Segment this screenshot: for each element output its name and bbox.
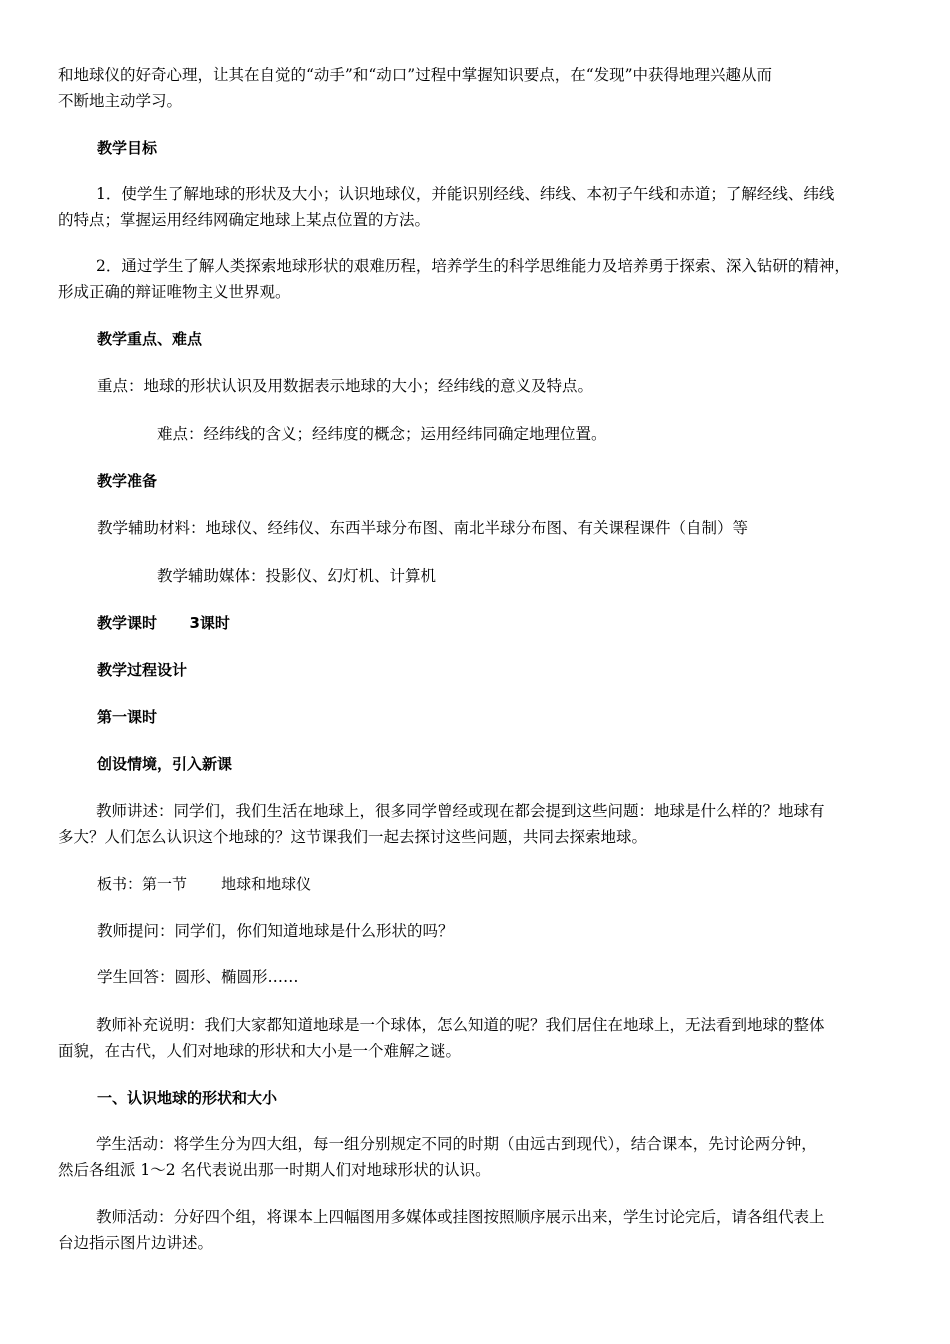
media-text: 教学辅助媒体：投影仪、幻灯机、计算机 — [157, 567, 437, 585]
focus-text: 重点：地球的形状认识及用数据表示地球的大小；经纬线的意义及特点。 — [97, 377, 594, 395]
difficulty-text: 难点：经纬线的含义；经纬度的概念；运用经纬同确定地理位置。 — [157, 425, 607, 443]
text-line: 多大？人们怎么认识这个地球的？这节课我们一起去探讨这些问题，共同去探索地球。 — [58, 828, 648, 846]
board-label: 板书：第一节 — [97, 875, 188, 893]
text-line: 1．使学生了解地球的形状及大小；认识地球仪，并能识别经线、纬线、本初子午线和赤道；了解经线、纬线 — [96, 185, 835, 203]
board-title: 地球和地球仪 — [221, 875, 312, 893]
text-line: 学生活动：将学生分为四大组，每一组分别规定不同的时期（由远古到现代），结合课本，先讨论两分钟， — [96, 1135, 817, 1153]
intro-heading: 创设情境，引入新课 — [97, 755, 233, 773]
text-line: 不断地主动学习。 — [58, 92, 183, 110]
text-line: 2．通过学生了解人类探索地球形状的艰难历程，培养学生的科学思维能力及培养勇于探索、深入钻研的精神， — [96, 257, 850, 275]
text-line: 形成正确的辩证唯物主义世界观。 — [58, 283, 291, 301]
text-line: 教师讲述：同学们，我们生活在地球上，很多同学曾经或现在都会提到这些问题：地球是什么样的？地球有 — [96, 802, 825, 820]
lesson-heading: 第一课时 — [97, 708, 158, 726]
text-line: 面貌，在古代，人们对地球的形状和大小是一个难解之谜。 — [58, 1042, 462, 1060]
intro-paragraph — [58, 62, 894, 114]
teacher-talk — [58, 798, 894, 850]
section-heading-key-points: 教学重点、难点 — [97, 330, 203, 348]
section-heading-preparation: 教学准备 — [97, 472, 158, 490]
student-activity — [58, 1131, 894, 1183]
text-line: 台边指示图片边讲述。 — [58, 1234, 214, 1252]
section-heading-goals: 教学目标 — [97, 139, 158, 157]
section-heading-hours — [97, 611, 230, 635]
teacher-supplement — [58, 1012, 894, 1064]
hours-label: 教学课时 — [97, 614, 158, 632]
teacher-question: 教师提问：同学们，你们知道地球是什么形状的吗？ — [97, 922, 454, 940]
board-text — [97, 871, 933, 897]
student-answer: 学生回答：圆形、椭圆形…… — [97, 968, 299, 986]
text-line: 教师补充说明：我们大家都知道地球是一个球体，怎么知道的呢？我们居住在地球上，无法看到地球的整体 — [96, 1016, 825, 1034]
goal-item-1 — [58, 181, 894, 233]
text-line: 和地球仪的好奇心理，让其在自觉的“动手”和“动口”过程中掌握知识要点，在“发现”中获得地理兴趣从而 — [58, 66, 773, 84]
text-line: 然后各组派 1～2 名代表说出那一时期人们对地球形状的认识。 — [58, 1161, 491, 1179]
hours-value: 3课时 — [189, 614, 230, 632]
section-heading-shape-size: 一、认识地球的形状和大小 — [97, 1089, 278, 1107]
text-line: 教师活动：分好四个组，将课本上四幅图用多媒体或挂图按照顺序展示出来，学生讨论完后，请各组代表上 — [96, 1208, 825, 1226]
teacher-activity — [58, 1204, 894, 1256]
goal-item-2 — [58, 253, 894, 305]
text-line: 的特点；掌握运用经纬网确定地球上某点位置的方法。 — [58, 211, 431, 229]
materials-text: 教学辅助材料：地球仪、经纬仪、东西半球分布图、南北半球分布图、有关课程课件（自制）等 — [97, 519, 749, 537]
section-heading-process: 教学过程设计 — [97, 661, 188, 679]
